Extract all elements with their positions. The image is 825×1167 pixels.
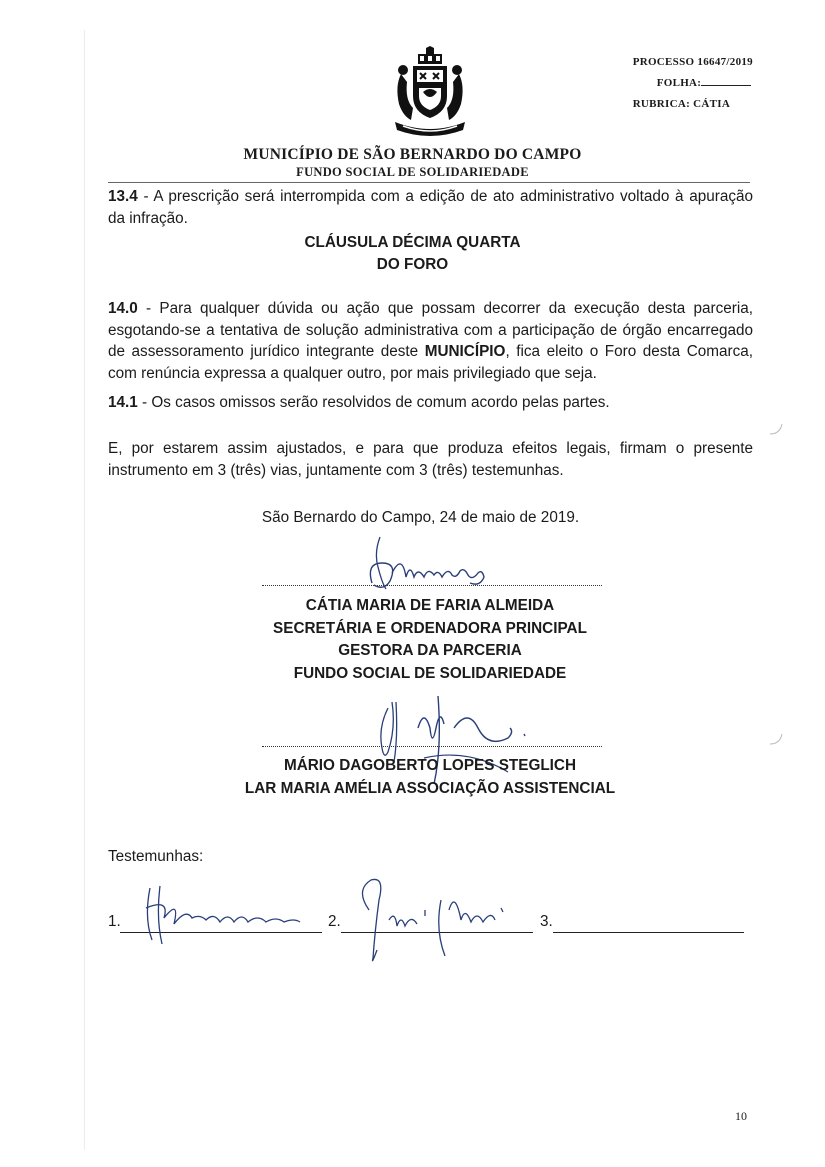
clause-14-0-bold: MUNICÍPIO xyxy=(424,343,506,360)
signatory-1-org: FUNDO SOCIAL DE SOLIDARIEDADE xyxy=(293,664,567,682)
coat-of-arms-emblem xyxy=(393,46,467,138)
signature-catia xyxy=(352,533,492,593)
signatory-2-org: LAR MARIA AMÉLIA ASSOCIAÇÃO ASSISTENCIAL xyxy=(244,779,616,797)
signatory-1-block xyxy=(200,595,660,685)
process-info xyxy=(633,52,753,115)
scan-mark-1 xyxy=(766,420,786,440)
page-margin-line xyxy=(84,30,85,1150)
scan-mark-2 xyxy=(766,730,786,750)
rubrica-field: RUBRICA: CÁTIA xyxy=(632,98,731,110)
signatory-1-role1: SECRETÁRIA E ORDENADORA PRINCIPAL xyxy=(273,619,587,637)
folha-label: FOLHA: xyxy=(656,77,702,89)
witness-2-number: 2. xyxy=(328,913,341,930)
page-number: 10 xyxy=(735,1109,747,1123)
clause-14-1-text: - Os casos omissos serão resolvidos de comum acordo pelas partes. xyxy=(137,394,610,411)
signature-line-2 xyxy=(262,746,602,747)
witness-1-number: 1. xyxy=(108,913,121,930)
clause-13-4-text: - A prescrição será interrompida com a edição de ato administrativo voltado à apuração da infração. xyxy=(108,188,753,227)
section-heading: CLÁUSULA DÉCIMA QUARTA xyxy=(304,234,521,251)
signatory-2-name: MÁRIO DAGOBERTO LOPES STEGLICH xyxy=(283,757,577,774)
clause-14-1-number: 14.1 xyxy=(108,394,138,411)
section-subheading: DO FORO xyxy=(376,256,449,273)
clause-14-0 xyxy=(108,298,753,384)
process-number: PROCESSO 16647/2019 xyxy=(632,56,753,68)
fund-subtitle: FUNDO SOCIAL DE SOLIDARIEDADE xyxy=(296,165,529,179)
clause-14-1 xyxy=(108,392,753,414)
signature-line-1 xyxy=(262,585,602,586)
signatory-2-block xyxy=(200,755,660,800)
clause-14-0-number: 14.0 xyxy=(108,300,138,317)
header-divider xyxy=(108,182,750,183)
closing-paragraph: E, por estarem assim ajustados, e para que produza efeitos legais, firmam o presente instrumento em 3 (três) vias, juntamente com 3 (três) testemunhas. xyxy=(108,440,753,479)
folha-blank-line xyxy=(701,76,751,86)
municipality-title: MUNICÍPIO DE SÃO BERNARDO DO CAMPO xyxy=(243,146,582,163)
date-line: São Bernardo do Campo, 24 de maio de 2019. xyxy=(261,509,580,526)
witness-3-number: 3. xyxy=(540,913,553,930)
signatory-1-name: CÁTIA MARIA DE FARIA ALMEIDA xyxy=(305,597,555,614)
folha-field xyxy=(633,73,753,94)
clause-13-4-number: 13.4 xyxy=(108,188,138,205)
witness-1-signature xyxy=(130,878,310,948)
signatory-1-role2: GESTORA DA PARCERIA xyxy=(338,642,522,659)
clause-13-4 xyxy=(108,186,753,229)
witness-2-signature xyxy=(345,870,535,970)
witnesses-label: Testemunhas: xyxy=(108,848,204,865)
witness-3-line xyxy=(553,932,744,933)
clause-14-0-text-a: - Para qualquer dúvida ou ação que possam decorrer da execução desta parceria, esgotando-se a tentativa de solução administrativa com a participação de órgão encarregado de assessoramento jurídico integrante deste xyxy=(108,300,753,360)
clause-14-0-text-b: , fica eleito o Foro desta Comarca, com renúncia expressa a qualquer outro, por mais privilegiado que seja. xyxy=(108,343,754,382)
